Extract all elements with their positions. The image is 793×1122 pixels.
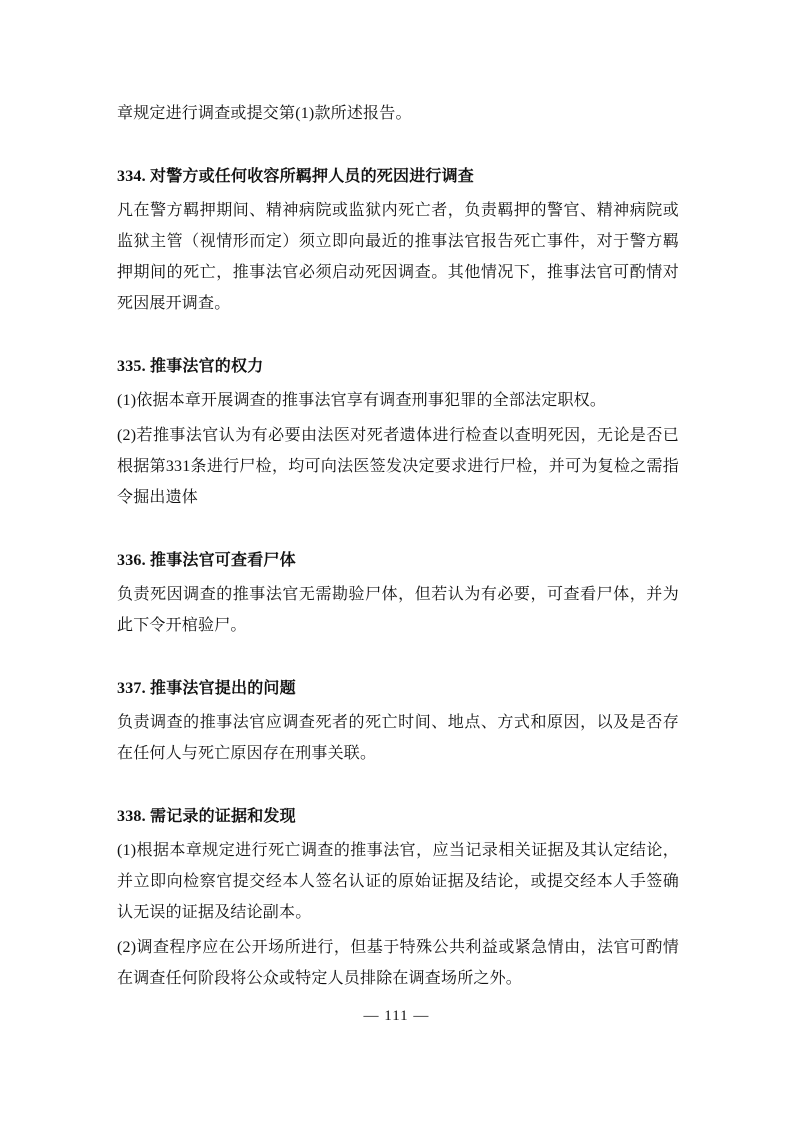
section-334-heading: 334. 对警方或任何收容所羁押人员的死因进行调查 — [117, 168, 475, 185]
section-335-clause-1: (1)依据本章开展调查的推事法官享有调查刑事犯罪的全部法定职权。 — [117, 392, 607, 409]
section-337-heading: 337. 推事法官提出的问题 — [117, 680, 296, 697]
page-footer — [0, 1008, 793, 1025]
section-338-heading: 338. 需记录的证据和发现 — [117, 808, 296, 825]
page-number: — 111 — — [363, 1008, 430, 1024]
section-336-heading: 336. 推事法官可查看尸体 — [117, 552, 296, 569]
section-335 — [117, 351, 679, 513]
continuation-paragraph: 章规定进行调查或提交第(1)款所述报告。 — [117, 105, 412, 122]
section-335-heading: 335. 推事法官的权力 — [117, 358, 264, 375]
section-334 — [117, 161, 679, 319]
section-336-paragraph: 负责死因调查的推事法官无需勘验尸体，但若认为有必要，可查看尸体，并为此下令开棺验尸。 — [117, 586, 679, 634]
section-336 — [117, 545, 679, 641]
section-337 — [117, 673, 679, 769]
section-334-paragraph: 凡在警方羁押期间、精神病院或监狱内死亡者，负责羁押的警官、精神病院或监狱主管（视情形而定）须立即向最近的推事法官报告死亡事件，对于警方羁押期间的死亡，推事法官必须启动死因调查。其他情况下，推事法官可酌情对死因展开调查。 — [117, 202, 679, 312]
section-338-clause-1: (1)根据本章规定进行死亡调查的推事法官，应当记录相关证据及其认定结论，并立即向检察官提交经本人签名认证的原始证据及结论，或提交经本人手签确认无误的证据及结论副本。 — [117, 842, 679, 921]
section-337-paragraph: 负责调查的推事法官应调查死者的死亡时间、地点、方式和原因，以及是否存在任何人与死亡原因存在刑事关联。 — [117, 714, 679, 762]
section-335-clause-2: (2)若推事法官认为有必要由法医对死者遗体进行检查以查明死因，无论是否已根据第331条进行尸检，均可向法医签发决定要求进行尸检，并可为复检之需指令掘出遗体 — [117, 427, 679, 506]
document-content — [117, 98, 679, 998]
section-338-clause-2: (2)调查程序应在公开场所进行，但基于特殊公共利益或紧急情由，法官可酌情在调查任何阶段将公众或特定人员排除在调查场所之外。 — [117, 939, 679, 987]
section-338 — [117, 801, 679, 994]
